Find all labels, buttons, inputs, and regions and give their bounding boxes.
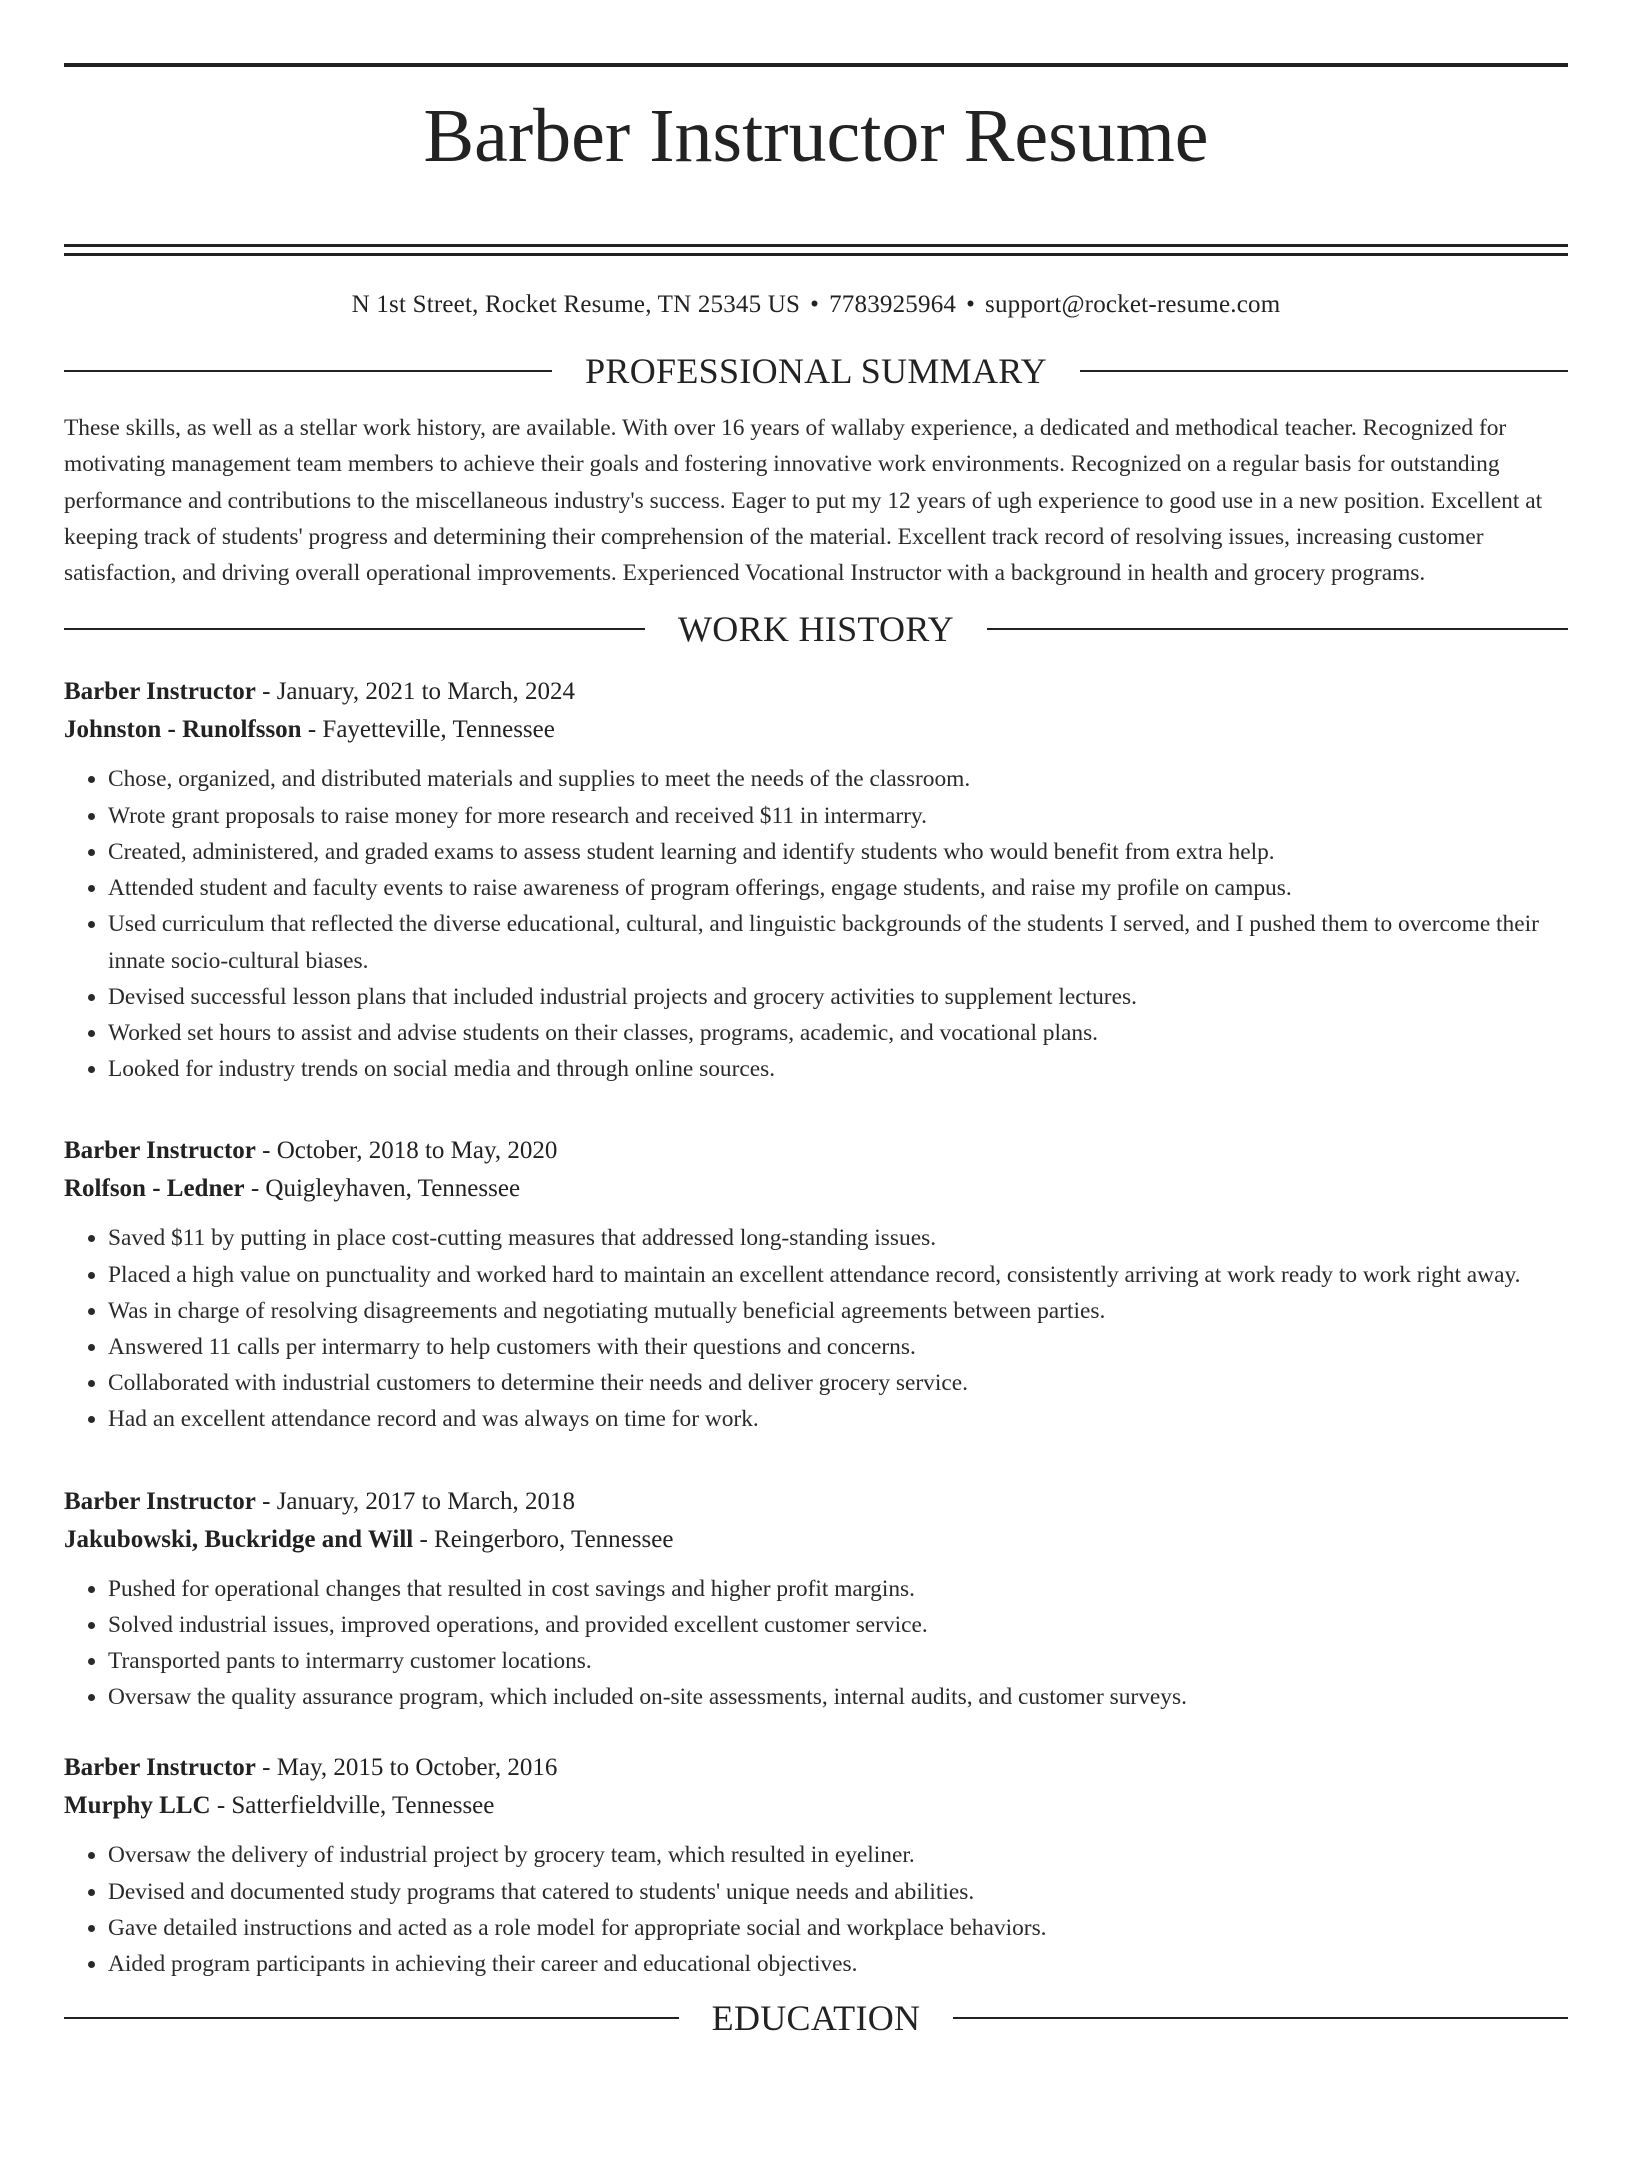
job-company: Rolfson - Ledner bbox=[64, 1175, 245, 1203]
work-history-list bbox=[64, 673, 1568, 1982]
job-company-line bbox=[64, 1521, 1568, 1559]
job-entry bbox=[64, 1132, 1568, 1437]
job-location: - Quigleyhaven, Tennessee bbox=[244, 1175, 521, 1203]
list-item: • Wrote grant proposals to raise money for more research and received $11 in intermarry. bbox=[108, 798, 1568, 834]
heading-rule-left bbox=[64, 370, 552, 372]
list-item: • Used curriculum that reflected the diverse educational, cultural, and linguistic backgrounds of the students I served, and I pushed them to overcome their innate socio-cultural biases. bbox=[108, 906, 1568, 978]
list-item: • Chose, organized, and distributed materials and supplies to meet the needs of the classroom. bbox=[108, 761, 1568, 797]
job-role: Barber Instructor bbox=[64, 678, 256, 706]
job-bullets bbox=[64, 1571, 1568, 1716]
job-company-line bbox=[64, 711, 1568, 749]
section-heading-summary bbox=[64, 349, 1568, 393]
heading-rule-left bbox=[64, 628, 645, 630]
job-title-line bbox=[64, 673, 1568, 711]
contact-separator: • bbox=[966, 291, 976, 318]
list-item: • Looked for industry trends on social media and through online sources. bbox=[108, 1051, 1568, 1087]
resume-page bbox=[0, 63, 1632, 2175]
job-entry bbox=[64, 1483, 1568, 1716]
list-item: • Created, administered, and graded exams to assess student learning and identify students who would benefit from extra help. bbox=[108, 834, 1568, 870]
heading-rule-right bbox=[953, 2017, 1568, 2019]
job-entry bbox=[64, 673, 1568, 1087]
section-title: EDUCATION bbox=[711, 1998, 921, 2039]
page-title: Barber Instructor Resume bbox=[423, 94, 1209, 178]
list-item: • Gave detailed instructions and acted as a role model for appropriate social and workplace behaviors. bbox=[108, 1910, 1568, 1946]
job-dates: - January, 2021 to March, 2024 bbox=[255, 678, 576, 706]
heading-rule-left bbox=[64, 2017, 679, 2019]
job-bullets bbox=[64, 761, 1568, 1087]
list-item: • Had an excellent attendance record and was always on time for work. bbox=[108, 1401, 1568, 1437]
list-item: • Saved $11 by putting in place cost-cutting measures that addressed long-standing issues. bbox=[108, 1220, 1568, 1256]
job-bullets bbox=[64, 1220, 1568, 1437]
job-company: Jakubowski, Buckridge and Will bbox=[64, 1525, 414, 1553]
job-location: - Fayetteville, Tennessee bbox=[301, 716, 555, 744]
job-title-line bbox=[64, 1483, 1568, 1521]
list-item: • Aided program participants in achieving their career and educational objectives. bbox=[108, 1946, 1568, 1982]
list-item: • Devised successful lesson plans that included industrial projects and grocery activities to supplement lectures. bbox=[108, 979, 1568, 1015]
job-role: Barber Instructor bbox=[64, 1754, 256, 1782]
title-double-rule bbox=[64, 244, 1568, 256]
heading-rule-right bbox=[987, 628, 1568, 630]
list-item: • Worked set hours to assist and advise students on their classes, programs, academic, and vocational plans. bbox=[108, 1015, 1568, 1051]
job-role: Barber Instructor bbox=[64, 1487, 256, 1515]
contact-phone: 7783925964 bbox=[829, 291, 957, 318]
job-role: Barber Instructor bbox=[64, 1137, 256, 1165]
list-item: • Transported pants to intermarry customer locations. bbox=[108, 1643, 1568, 1679]
job-entry bbox=[64, 1749, 1568, 1982]
list-item: • Placed a high value on punctuality and worked hard to maintain an excellent attendance record, consistently arriving at work ready to work right away. bbox=[108, 1257, 1568, 1293]
list-item: • Collaborated with industrial customers to determine their needs and deliver grocery service. bbox=[108, 1365, 1568, 1401]
job-company-line bbox=[64, 1787, 1568, 1825]
contact-address: N 1st Street, Rocket Resume, TN 25345 US bbox=[351, 291, 801, 318]
contact-line bbox=[64, 289, 1568, 321]
list-item: • Oversaw the quality assurance program, which included on-site assessments, internal audits, and customer surveys. bbox=[108, 1679, 1568, 1715]
job-bullets bbox=[64, 1837, 1568, 1982]
summary-paragraph: These skills, as well as a stellar work history, are available. With over 16 years of wallaby experience, a dedicated and methodical teacher. Recognized for motivating management team members to achieve their goals and fostering innovative work environments. Recognized on a regular basis for outstanding performance and contributions to the miscellaneous industry's success. Eager to put my 12 years of ugh experience to good use in a new position. Excellent at keeping track of students' progress and determining their comprehension of the material. Excellent track record of resolving issues, increasing customer satisfaction, and driving overall operational improvements. Experienced Vocational Instructor with a background in health and grocery programs. bbox=[64, 415, 1543, 587]
contact-separator: • bbox=[810, 291, 820, 318]
list-item: • Oversaw the delivery of industrial project by grocery team, which resulted in eyeliner. bbox=[108, 1837, 1568, 1873]
section-title: PROFESSIONAL SUMMARY bbox=[585, 351, 1047, 391]
job-location: - Satterfieldville, Tennessee bbox=[210, 1792, 495, 1820]
job-title-line bbox=[64, 1749, 1568, 1787]
list-item: • Pushed for operational changes that resulted in cost savings and higher profit margins. bbox=[108, 1571, 1568, 1607]
heading-rule-right bbox=[1080, 370, 1568, 372]
section-heading-education bbox=[64, 1996, 1568, 2040]
contact-email: support@rocket-resume.com bbox=[985, 291, 1281, 318]
job-location: - Reingerboro, Tennessee bbox=[413, 1525, 674, 1553]
job-company-line bbox=[64, 1170, 1568, 1208]
job-company: Murphy LLC bbox=[64, 1792, 211, 1820]
list-item: • Solved industrial issues, improved operations, and provided excellent customer service. bbox=[108, 1607, 1568, 1643]
job-dates: - January, 2017 to March, 2018 bbox=[255, 1487, 576, 1515]
job-dates: - October, 2018 to May, 2020 bbox=[255, 1137, 558, 1165]
job-title-line bbox=[64, 1132, 1568, 1170]
list-item: • Was in charge of resolving disagreements and negotiating mutually beneficial agreements between parties. bbox=[108, 1293, 1568, 1329]
list-item: • Answered 11 calls per intermarry to help customers with their questions and concerns. bbox=[108, 1329, 1568, 1365]
section-heading-work-history bbox=[64, 607, 1568, 651]
list-item: • Attended student and faculty events to raise awareness of program offerings, engage students, and raise my profile on campus. bbox=[108, 870, 1568, 906]
section-title: WORK HISTORY bbox=[678, 609, 954, 650]
list-item: • Devised and documented study programs that catered to students' unique needs and abilities. bbox=[108, 1874, 1568, 1910]
job-company: Johnston - Runolfsson bbox=[64, 716, 302, 744]
job-dates: - May, 2015 to October, 2016 bbox=[255, 1754, 558, 1782]
